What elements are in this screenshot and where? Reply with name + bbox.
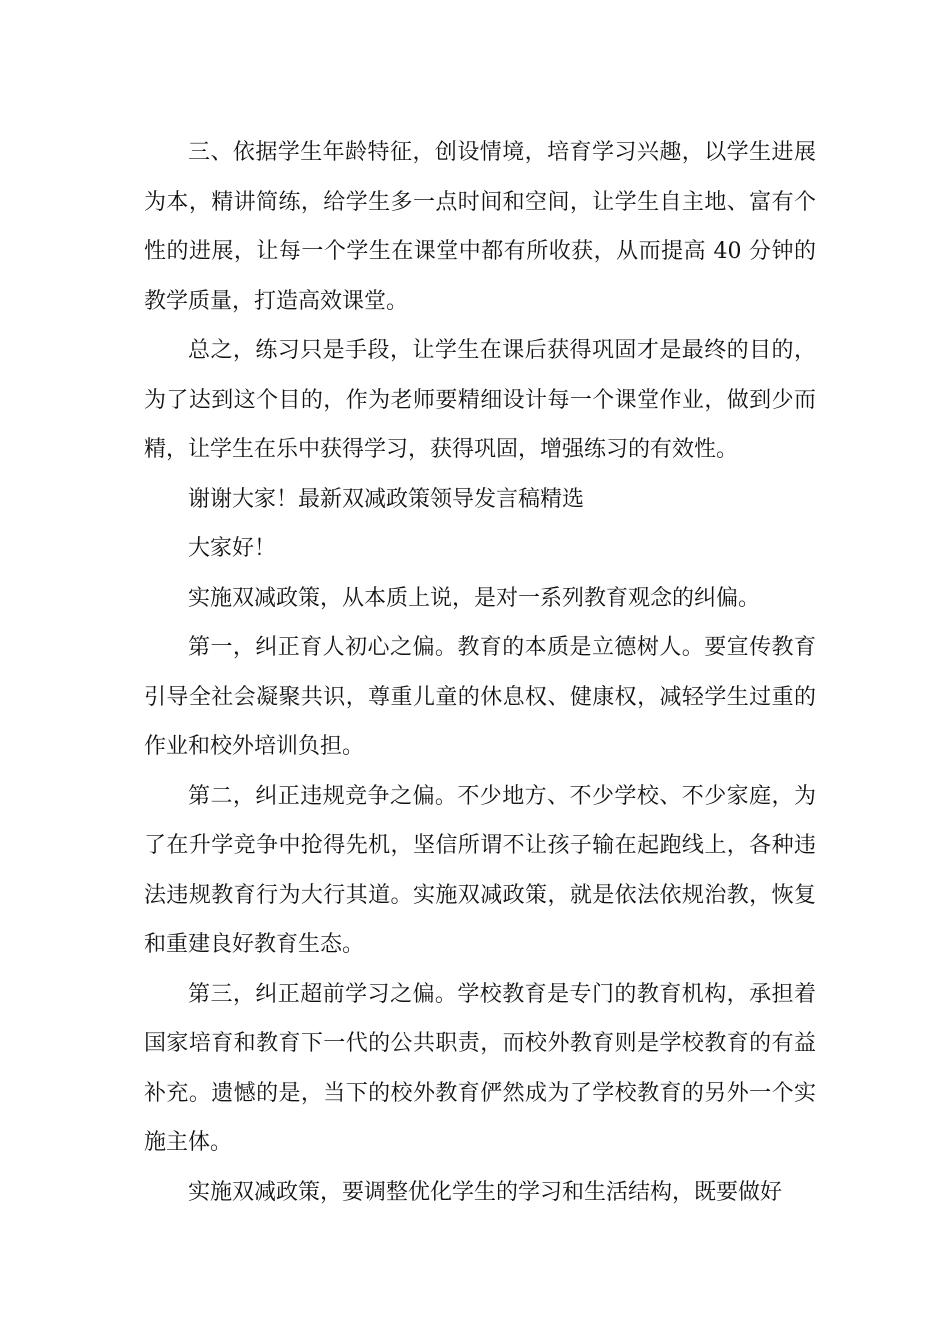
paragraph: 第一，纠正育人初心之偏。教育的本质是立德树人。要宣传教育引导全社会凝聚共识，尊重儿童的休息权、健康权，减轻学生过重的作业和校外培训负担。 xyxy=(144,635,816,759)
paragraph: 谢谢大家！最新双减政策领导发言稿精选 xyxy=(188,486,585,512)
paragraph: 实施双减政策，从本质上说，是对一系列教育观念的纠偏。 xyxy=(188,585,761,611)
paragraph: 实施双减政策，要调整优化学生的学习和生活结构，既要做好 xyxy=(188,1179,783,1205)
paragraph: 总之，练习只是手段，让学生在课后获得巩固才是最终的目的，为了达到这个目的，作为老师要精细设计每一个课堂作业，做到少而精，让学生在乐中获得学习，获得巩固，增强练习的有效性。 xyxy=(144,338,816,462)
paragraph: 大家好！ xyxy=(188,536,277,561)
document-body xyxy=(144,128,816,1217)
paragraph: 第三，纠正超前学习之偏。学校教育是专门的教育机构，承担着国家培育和教育下一代的公共职责，而校外教育则是学校教育的有益补充。遗憾的是，当下的校外教育俨然成为了学校教育的另外一个实施主体。 xyxy=(144,981,816,1155)
paragraph: 第二，纠正违规竞争之偏。不少地方、不少学校、不少家庭，为了在升学竞争中抢得先机，坚信所谓不让孩子输在起跑线上，各种违法违规教育行为大行其道。实施双减政策，就是依法依规治教，恢复和重建良好教育生态。 xyxy=(144,783,816,957)
paragraph: 三、依据学生年龄特征，创设情境，培育学习兴趣，以学生进展为本，精讲简练，给学生多一点时间和空间，让学生自主地、富有个性的进展，让每一个学生在课堂中都有所收获，从而提高 40 分钟的教学质量，打造高效课堂。 xyxy=(144,140,816,314)
